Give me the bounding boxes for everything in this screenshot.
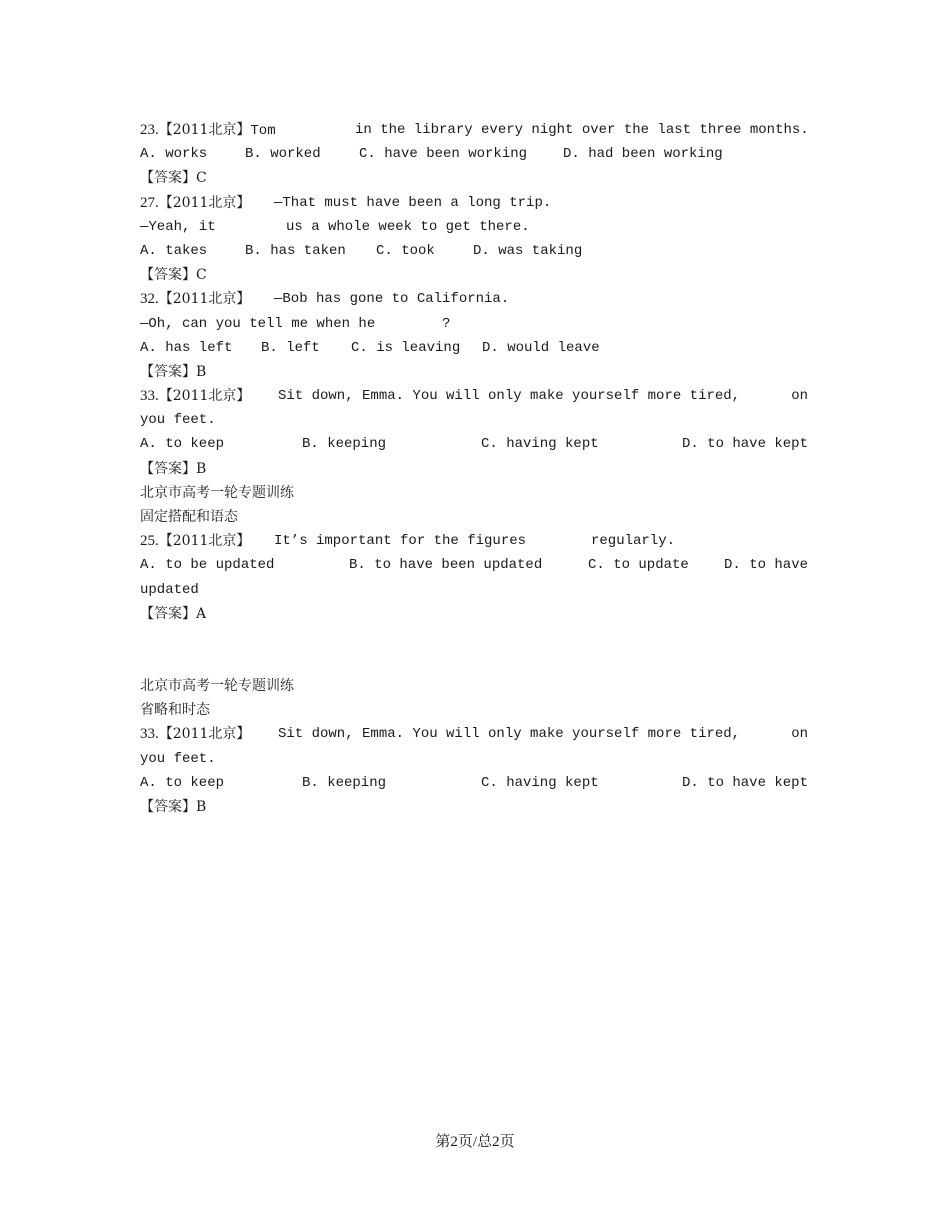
question-text: on [791,388,808,405]
option-c: C. having kept [481,436,599,453]
option-b: B. left [261,339,320,356]
question-text: us a whole week to get there. [286,218,530,235]
section-subtitle: 省略和时态 [140,702,210,719]
option-b: B. keeping [302,436,387,453]
question-text: regularly. [591,533,676,550]
question-23-options [140,142,808,166]
question-33-options [140,771,808,795]
question-33-stem [140,384,808,408]
answer-line: 【答案】B [140,798,207,815]
option-a: A. takes [140,242,208,259]
question-text: It’s important for the figures [274,533,527,550]
question-25-line2: updated [140,581,199,598]
option-d: D. to have kept [681,774,808,791]
section-title: 北京市高考一轮专题训练 [140,484,294,501]
question-27-line2 [140,215,808,239]
question-source-tag: 【2011北京】 [158,388,251,405]
option-a: A. to keep [140,436,225,453]
option-d: D. to have kept [681,436,808,453]
question-source-tag: 【2011北京】 [158,291,251,308]
answer-line: 【答案】B [140,363,207,380]
answer-line: 【答案】C [140,267,207,284]
question-source-tag: 【2011北京】 [158,194,251,211]
option-a: A. to be updated [140,557,275,574]
section-subtitle: 固定搭配和语态 [140,509,238,525]
question-number: 25. [140,533,159,550]
option-c: C. is leaving [351,339,461,356]
question-text: Sit down, Emma. You will only make yourself more tired, [278,388,741,405]
option-a: A. has left [140,339,233,356]
option-c: C. having kept [481,774,599,791]
question-33-line2: you feet. [140,412,216,429]
question-number: 33. [140,388,159,405]
option-a: A. to keep [140,774,225,791]
question-32-options [140,336,808,360]
answer-line: 【答案】A [140,605,207,622]
question-text: ? [442,315,451,332]
question-text: Tom [250,123,276,139]
option-b: B. keeping [302,774,387,791]
document-body [140,118,808,819]
blank-gap [140,626,808,674]
question-25-stem [140,529,808,553]
answer-line: 【答案】B [140,460,207,477]
option-a: A. works [140,146,208,163]
question-number: 27. [140,194,159,211]
question-25-options [140,553,808,577]
question-33-stem [140,722,808,746]
question-23-stem [140,118,808,142]
question-number: 23. [140,122,159,138]
section-title: 北京市高考一轮专题训练 [140,677,294,694]
question-source-tag: 【2011北京】 [158,726,251,743]
question-32-stem [140,287,808,311]
question-text: —Yeah, it [140,218,216,235]
option-b: B. has taken [245,242,346,259]
question-text: on [791,726,808,743]
question-source-tag: 【2011北京】 [158,122,251,138]
option-d: D. would leave [482,339,600,356]
question-text: Sit down, Emma. You will only make yourself more tired, [278,726,741,743]
option-d: D. was taking [473,242,583,259]
option-b: B. to have been updated [349,557,543,574]
option-d: D. to have [723,557,808,574]
question-33-options [140,432,808,456]
option-d: D. had been working [563,146,723,163]
question-33-line2: you feet. [140,750,216,767]
option-c: C. to update [588,557,689,574]
question-text: —Oh, can you tell me when he [140,315,376,332]
question-source-tag: 【2011北京】 [158,533,251,550]
question-27-options [140,239,808,263]
question-text: —Bob has gone to California. [274,291,510,308]
option-c: C. took [376,242,435,259]
option-c: C. have been working [359,146,528,163]
question-text: —That must have been a long trip. [274,194,552,211]
question-number: 33. [140,726,159,743]
answer-line: 【答案】C [140,170,207,187]
page-footer: 第2页/总2页 [435,1134,515,1150]
question-32-line2 [140,312,808,336]
question-number: 32. [140,291,159,308]
option-b: B. worked [245,146,321,163]
question-27-stem [140,191,808,215]
question-text: in the library every night over the last three months. [355,122,809,138]
